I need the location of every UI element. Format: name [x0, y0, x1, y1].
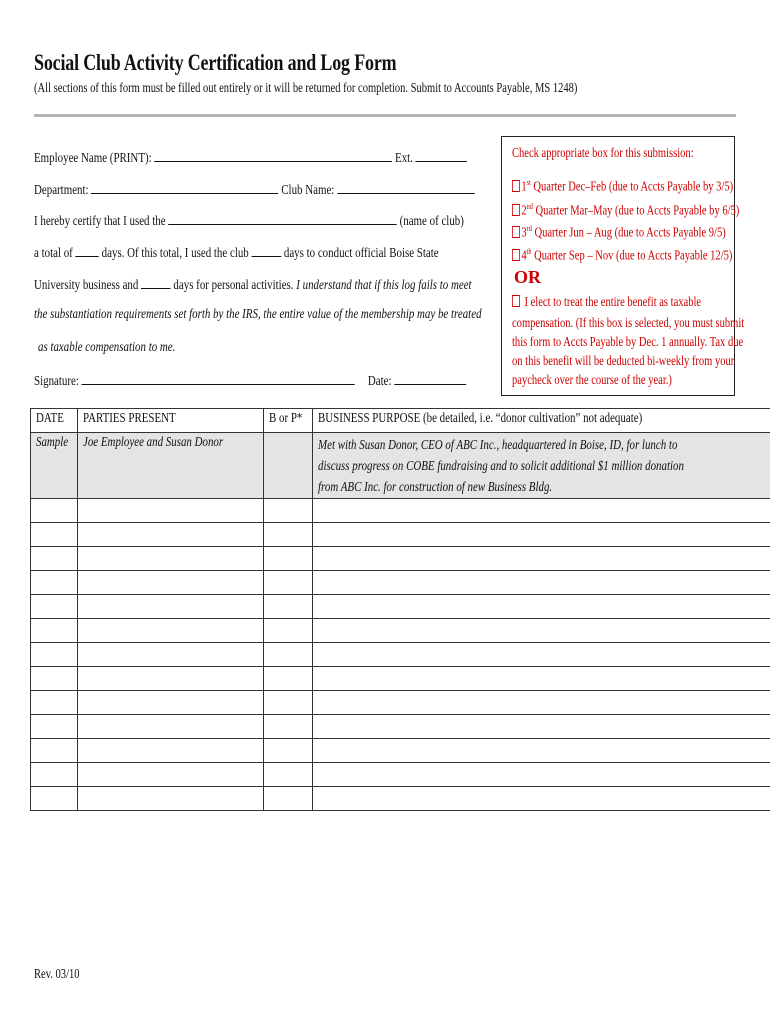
certify-suffix: (name of club) [399, 214, 464, 229]
date-field[interactable] [394, 371, 466, 385]
b-or-p-cell[interactable] [263, 643, 312, 667]
parties-cell[interactable] [78, 715, 264, 739]
date-cell[interactable] [31, 571, 78, 595]
understand-line-1: I understand that if this log fails to meet [296, 278, 472, 293]
table-row [31, 499, 770, 523]
date-cell[interactable] [31, 715, 78, 739]
date-cell[interactable] [31, 739, 78, 763]
date-cell[interactable] [31, 595, 78, 619]
b-or-p-cell[interactable] [263, 739, 312, 763]
quarter-2-checkbox[interactable] [512, 204, 520, 216]
table-row [31, 763, 770, 787]
b-or-p-cell[interactable] [263, 619, 312, 643]
purpose-cell[interactable] [312, 595, 770, 619]
table-row [31, 667, 770, 691]
header-divider [34, 114, 736, 117]
personal-days-field[interactable] [141, 275, 171, 289]
date-cell[interactable] [31, 763, 78, 787]
ext-field[interactable] [416, 148, 467, 162]
parties-cell[interactable] [78, 595, 264, 619]
b-or-p-cell[interactable] [263, 691, 312, 715]
parties-cell[interactable] [78, 787, 264, 811]
quarter-1-checkbox[interactable] [512, 180, 520, 192]
revision-label: Rev. 03/10 [34, 966, 80, 981]
signature-label: Signature: [34, 374, 79, 389]
date-cell[interactable] [31, 547, 78, 571]
elect-text-line: compensation. (If this box is selected, you must submit [512, 315, 745, 330]
quarter-1-option[interactable]: 1st Quarter Dec–Feb (due to Accts Payable by 3/5) [512, 178, 770, 195]
business-days-field[interactable] [251, 243, 281, 257]
quarter-2-option[interactable]: 2nd Quarter Mar–May (due to Accts Payable by 6/5) [512, 202, 770, 219]
sample-parties-cell: Joe Employee and Susan Donor [78, 433, 264, 499]
quarter-4-checkbox[interactable] [512, 249, 520, 261]
parties-cell[interactable] [78, 547, 264, 571]
log-entry-rows [31, 499, 770, 811]
quarter-3-checkbox[interactable] [512, 226, 520, 238]
column-header-business-purpose: BUSINESS PURPOSE (be detailed, i.e. “donor cultivation” not adequate) [312, 409, 770, 433]
date-cell[interactable] [31, 523, 78, 547]
subtitle-text: (All sections of this form must be filled out entirely or it will be returned for completion. Submit to Accounts Payable, MS 1248) [34, 80, 578, 95]
understand-line-3: as taxable compensation to me. [38, 340, 176, 355]
date-cell[interactable] [31, 619, 78, 643]
elect-taxable-option[interactable]: I elect to treat the entire benefit as taxable [512, 294, 754, 310]
date-cell[interactable] [31, 691, 78, 715]
activity-log-table [30, 408, 770, 811]
sample-date-cell: Sample [31, 433, 78, 499]
table-row [31, 619, 770, 643]
club-name-label: Club Name: [281, 183, 335, 198]
b-or-p-cell[interactable] [263, 667, 312, 691]
table-row [31, 715, 770, 739]
column-header-parties: PARTIES PRESENT [78, 409, 264, 433]
signature-field[interactable] [82, 371, 355, 385]
purpose-cell[interactable] [312, 739, 770, 763]
table-row [31, 691, 770, 715]
table-header-row [31, 409, 770, 433]
total-suffix: days to conduct official Boise State [283, 246, 439, 261]
page-subtitle [34, 80, 731, 96]
page-title [34, 50, 499, 76]
certify-prefix: I hereby certify that I used the [34, 214, 166, 229]
b-or-p-cell[interactable] [263, 523, 312, 547]
parties-cell[interactable] [78, 739, 264, 763]
table-row [31, 787, 770, 811]
checkbox-panel-heading: Check appropriate box for this submission: [512, 145, 694, 160]
date-cell[interactable] [31, 787, 78, 811]
sample-bp-cell [263, 433, 312, 499]
sample-row [31, 433, 770, 499]
date-cell[interactable] [31, 499, 78, 523]
parties-cell[interactable] [78, 667, 264, 691]
elect-taxable-checkbox[interactable] [512, 295, 520, 307]
univ-prefix: University business and [34, 278, 139, 293]
total-mid: days. Of this total, I used the club [101, 246, 249, 261]
purpose-cell[interactable] [312, 571, 770, 595]
date-cell[interactable] [31, 643, 78, 667]
b-or-p-cell[interactable] [263, 715, 312, 739]
purpose-cell[interactable] [312, 715, 770, 739]
department-field[interactable] [91, 180, 278, 194]
table-row [31, 571, 770, 595]
employee-name-field[interactable] [154, 148, 392, 162]
purpose-cell[interactable] [312, 691, 770, 715]
b-or-p-cell[interactable] [263, 547, 312, 571]
b-or-p-cell[interactable] [263, 499, 312, 523]
elect-text-line: on this benefit will be deducted bi-weekly from your [512, 353, 735, 368]
parties-cell[interactable] [78, 523, 264, 547]
employee-name-label: Employee Name (PRINT): [34, 151, 152, 166]
purpose-cell[interactable] [312, 499, 770, 523]
total-days-field[interactable] [76, 243, 99, 257]
understand-line-2: the substantiation requirements set forth by the IRS, the entire value of the membership may be treated [34, 307, 482, 322]
club-name-field[interactable] [337, 180, 474, 194]
elect-text-line: paycheck over the course of the year.) [512, 372, 672, 387]
table-row [31, 595, 770, 619]
table-row [31, 523, 770, 547]
title-text: Social Club Activity Certification and Log Form [34, 50, 397, 75]
parties-cell[interactable] [78, 691, 264, 715]
purpose-cell[interactable] [312, 547, 770, 571]
total-days-row [34, 243, 553, 262]
quarter-4-option[interactable]: 4th Quarter Sep – Nov (due to Accts Payable 12/5) [512, 247, 770, 264]
parties-cell[interactable] [78, 643, 264, 667]
b-or-p-cell[interactable] [263, 595, 312, 619]
univ-suffix: days for personal activities. [173, 278, 294, 293]
b-or-p-cell[interactable] [263, 763, 312, 787]
purpose-cell[interactable] [312, 763, 770, 787]
purpose-cell[interactable] [312, 643, 770, 667]
parties-cell[interactable] [78, 763, 264, 787]
total-prefix: a total of [34, 246, 73, 261]
purpose-cell[interactable] [312, 523, 770, 547]
table-row [31, 739, 770, 763]
table-row [31, 643, 770, 667]
purpose-cell[interactable] [312, 667, 770, 691]
column-header-date: DATE [31, 409, 78, 433]
ext-label: Ext. [395, 151, 413, 166]
parties-cell[interactable] [78, 571, 264, 595]
date-cell[interactable] [31, 667, 78, 691]
parties-cell[interactable] [78, 499, 264, 523]
club-used-field[interactable] [168, 211, 397, 225]
purpose-cell[interactable] [312, 619, 770, 643]
b-or-p-cell[interactable] [263, 571, 312, 595]
table-row [31, 547, 770, 571]
column-header-b-or-p: B or P* [263, 409, 312, 433]
or-label: OR [514, 267, 541, 287]
submission-checkbox-panel [501, 136, 745, 396]
understand-row-3 [38, 340, 214, 356]
date-label: Date: [367, 374, 392, 389]
parties-cell[interactable] [78, 619, 264, 643]
department-label: Department: [34, 183, 89, 198]
elect-text-line: this form to Accts Payable by Dec. 1 annually. Tax due [512, 334, 744, 349]
purpose-cell[interactable] [312, 787, 770, 811]
b-or-p-cell[interactable] [263, 787, 312, 811]
quarter-3-option[interactable]: 3rd Quarter Jun – Aug (due to Accts Payable 9/5) [512, 224, 770, 241]
sample-purpose-cell: Met with Susan Donor, CEO of ABC Inc., headquartered in Boise, ID, for lunch to discuss progress on COBE fundraising and to solicit additional $1 million donation from ABC Inc. for construction of new Business Bldg. [312, 433, 770, 499]
